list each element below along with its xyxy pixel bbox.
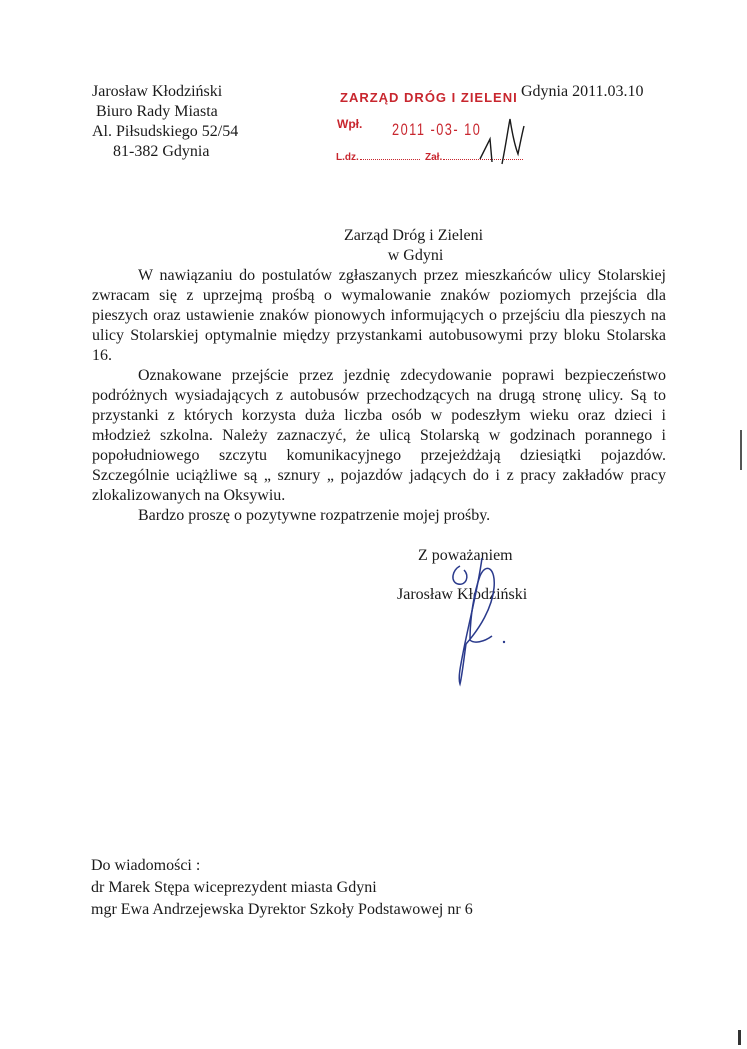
handwritten-signature bbox=[440, 548, 520, 688]
sender-name: Jarosław Kłodziński bbox=[92, 83, 223, 100]
stamp-ldz-label: L.dz. bbox=[336, 152, 359, 163]
letter-date: Gdynia 2011.03.10 bbox=[521, 83, 644, 100]
sender-block bbox=[92, 82, 238, 162]
stamp-wpl-label: Wpł. bbox=[337, 117, 363, 131]
received-stamp bbox=[330, 84, 530, 174]
stamp-zal-label: Zał. bbox=[425, 152, 443, 163]
cc-recipient: mgr Ewa Andrzejewska Dyrektor Szkoły Podstawowej nr 6 bbox=[91, 901, 473, 918]
closing-salutation: Z poważaniem bbox=[418, 547, 513, 564]
stamp-initials-scribble bbox=[330, 84, 530, 174]
stamp-organization: ZARZĄD DRÓG I ZIELENI bbox=[340, 90, 518, 105]
letter-body bbox=[92, 266, 666, 526]
sender-city: 81-382 Gdynia bbox=[113, 143, 210, 160]
body-paragraph-closing: Bardzo proszę o pozytywne rozpatrzenie mojej prośby. bbox=[138, 507, 491, 524]
cc-title: Do wiadomości : bbox=[91, 857, 201, 874]
addressee-city: w Gdyni bbox=[387, 247, 444, 264]
addressee-name: Zarząd Dróg i Zieleni bbox=[343, 227, 484, 244]
body-paragraph-request: W nawiązaniu do postulatów zgłaszanych przez mieszkańców ulicy Stolarskiej zwracam się z uprzejmą prośbą o wymalowanie znaków poziomych przejścia dla pieszych oraz ustawienie znaków pionowych informujących o przejściu dla pieszych na ulicy Stolarskiej optymalnie między przystankami autobusowymi przy bloku Stolarska 16. bbox=[92, 267, 666, 364]
body-paragraph-justification: Oznakowane przejście przez jezdnię zdecydowanie poprawi bezpieczeństwo podróżnych wysiadających z autobusów przechodzących na drugą stronę ulicy. Są to przystanki z których korzysta duża liczba osób w podeszłym wieku oraz dzieci i młodzież szkolna. Należy zaznaczyć, że ulicą Stolarską w godzinach porannego i popołudniowego szczytu komunikacyjnego przejeżdżają dziesiątki pojazdów. Szczególnie uciążliwe są „ sznury „ pojazdów jadących do i z pracy zakładów pracy zlokalizowanych na Oksywiu. bbox=[92, 367, 666, 504]
sender-office: Biuro Rady Miasta bbox=[96, 103, 218, 120]
sender-street: Al. Piłsudskiego 52/54 bbox=[92, 123, 239, 140]
scan-corner-mark bbox=[738, 1030, 741, 1045]
scan-edge-mark bbox=[740, 430, 742, 470]
closing-signatory: Jarosław Kłodziński bbox=[397, 586, 528, 603]
cc-recipient: dr Marek Stępa wiceprezydent miasta Gdyni bbox=[91, 879, 377, 896]
cc-block bbox=[91, 856, 473, 922]
stamp-received-date: 2011 -03- 10 bbox=[392, 120, 482, 139]
